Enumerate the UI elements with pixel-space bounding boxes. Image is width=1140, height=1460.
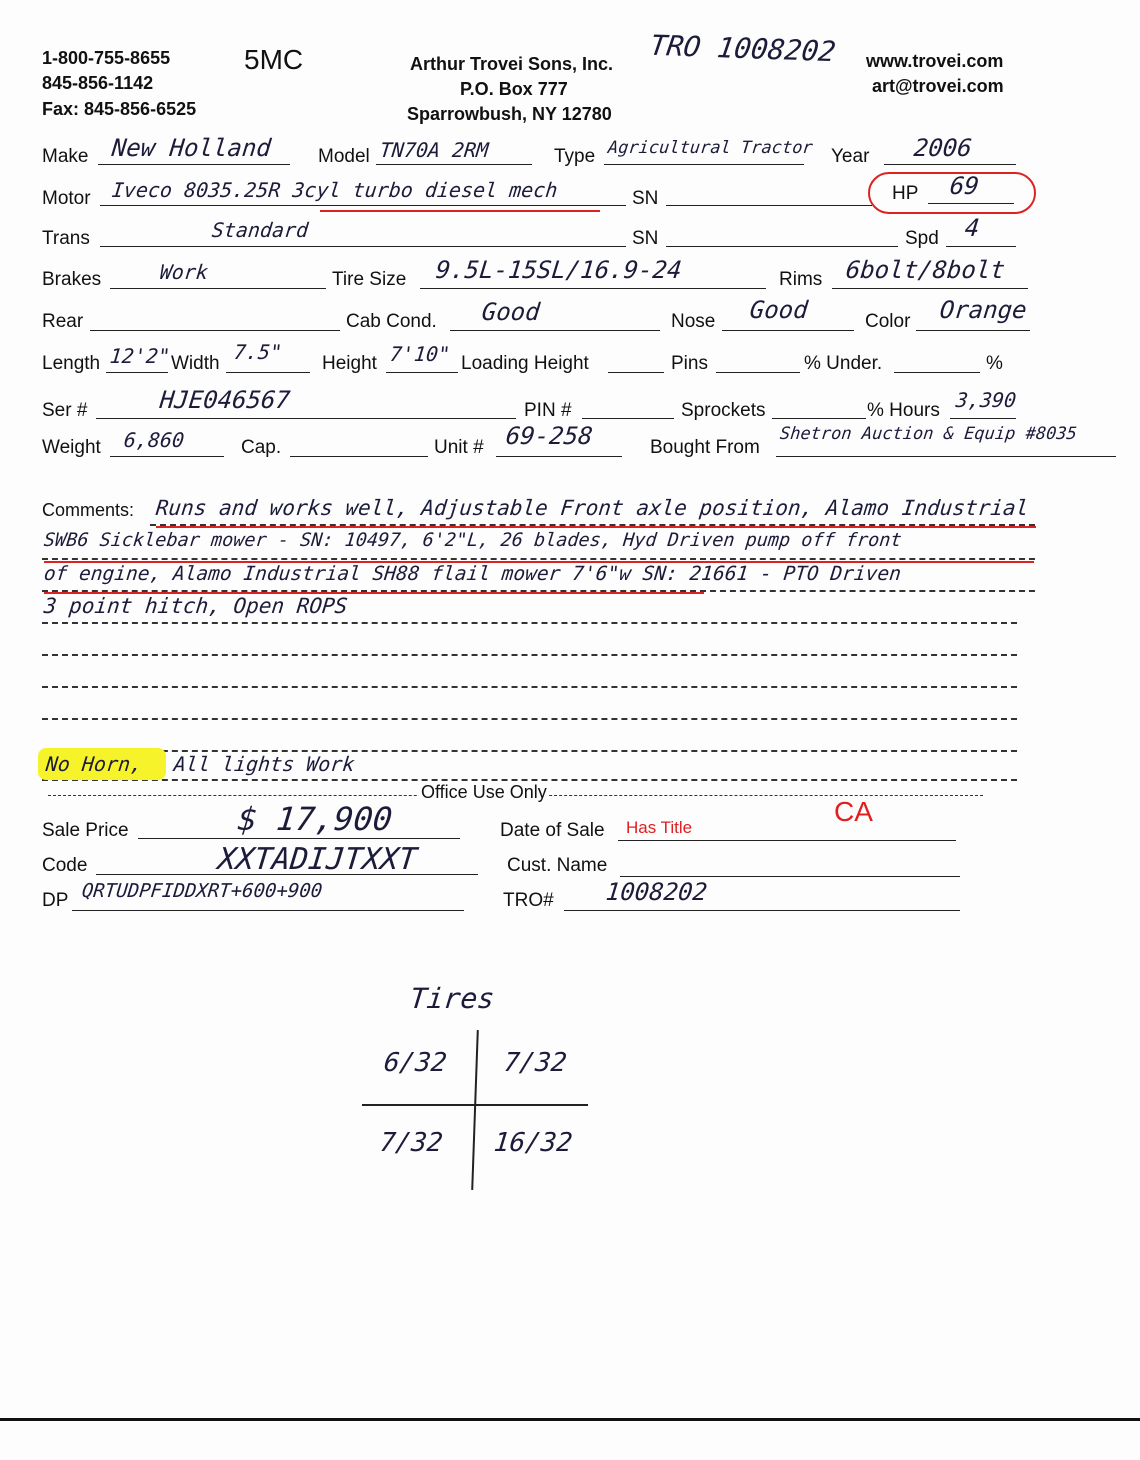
tires-title: Tires bbox=[408, 982, 497, 1015]
phone-1: 1-800-755-8655 bbox=[42, 48, 171, 68]
code-label: Code bbox=[42, 855, 88, 876]
comment-line-4: 3 point hitch, Open ROPS bbox=[42, 594, 349, 618]
type-value: Agricultural Tractor bbox=[606, 138, 814, 158]
tire-size-label: Tire Size bbox=[332, 269, 407, 290]
phone-2: 845-856-1142 bbox=[42, 73, 154, 93]
pins-label: Pins bbox=[671, 353, 708, 374]
tro-handwritten: TRO 1008202 bbox=[647, 28, 838, 69]
type-label: Type bbox=[554, 146, 596, 167]
motor-label: Motor bbox=[42, 188, 91, 209]
hours-label: % Hours bbox=[867, 400, 940, 421]
spd-label: Spd bbox=[905, 228, 939, 249]
comment-line-1: Runs and works well, Adjustable Front axle position, Alamo Industrial bbox=[154, 496, 1030, 520]
tire-front-left: 6/32 bbox=[382, 1048, 449, 1078]
under-percent: % bbox=[986, 353, 1003, 374]
tires-vertical-line bbox=[471, 1030, 479, 1190]
tire-front-right: 7/32 bbox=[502, 1048, 569, 1078]
company-city: Sparrowbush, NY 12780 bbox=[407, 104, 612, 124]
nose-label: Nose bbox=[671, 311, 716, 332]
cab-cond-label: Cab Cond. bbox=[346, 311, 437, 332]
sprockets-label: Sprockets bbox=[681, 400, 766, 421]
motor-value: Iveco 8035.25R 3cyl turbo diesel mech bbox=[110, 178, 559, 202]
ser-label: Ser # bbox=[42, 400, 88, 421]
length-label: Length bbox=[42, 353, 101, 374]
sn-label-1: SN bbox=[632, 188, 659, 209]
year-label: Year bbox=[831, 146, 870, 167]
sn-label-2: SN bbox=[632, 228, 659, 249]
unit-value: 69-258 bbox=[504, 422, 595, 450]
comment-line-3: of engine, Alamo Industrial SH88 flail mower 7'6"w SN: 21661 - PTO Driven bbox=[42, 562, 903, 585]
tag-label: 5MC bbox=[244, 44, 304, 75]
cab-cond-value: Good bbox=[480, 298, 542, 326]
ca-note: CA bbox=[834, 796, 873, 827]
hp-label: HP bbox=[892, 183, 919, 204]
height-value: 7'10" bbox=[388, 342, 452, 366]
fax-number: Fax: 845-856-6525 bbox=[42, 99, 197, 119]
rims-label: Rims bbox=[779, 269, 823, 290]
unit-label: Unit # bbox=[434, 437, 484, 458]
tro-label: TRO# bbox=[503, 890, 554, 911]
company-name: Arthur Trovei Sons, Inc. bbox=[410, 54, 614, 74]
dp-label: DP bbox=[42, 890, 69, 911]
make-label: Make bbox=[42, 146, 89, 167]
bought-from-label: Bought From bbox=[650, 437, 760, 458]
no-horn-note: No Horn, bbox=[44, 752, 144, 776]
brakes-label: Brakes bbox=[42, 269, 102, 290]
year-value: 2006 bbox=[912, 134, 974, 162]
tire-size-value: 9.5L-15SL/16.9-24 bbox=[434, 256, 684, 284]
comments-label: Comments: bbox=[42, 500, 135, 520]
cust-name-label: Cust. Name bbox=[507, 855, 608, 876]
code-value: XXTADIJTXXT bbox=[216, 842, 419, 877]
tro-value: 1008202 bbox=[604, 878, 709, 906]
weight-label: Weight bbox=[42, 437, 101, 458]
trans-value: Standard bbox=[210, 218, 310, 242]
po-box: P.O. Box 777 bbox=[460, 79, 568, 99]
tire-rear-left: 7/32 bbox=[378, 1128, 445, 1158]
lights-note: All lights Work bbox=[172, 752, 356, 776]
email: art@trovei.com bbox=[872, 76, 1004, 96]
tire-rear-right: 16/32 bbox=[492, 1128, 574, 1158]
pin-label: PIN # bbox=[524, 400, 572, 421]
date-of-sale-label: Date of Sale bbox=[500, 820, 605, 841]
trans-label: Trans bbox=[42, 228, 90, 249]
bought-from-value: Shetron Auction & Equip #8035 bbox=[778, 424, 1078, 444]
ser-value: HJE046567 bbox=[158, 386, 292, 414]
hours-value: 3,390 bbox=[954, 388, 1018, 412]
sale-price-label: Sale Price bbox=[42, 820, 129, 841]
date-of-sale-value: Has Title bbox=[626, 818, 693, 837]
scan-edge bbox=[0, 1418, 1140, 1421]
hp-value: 69 bbox=[948, 172, 981, 200]
width-value: 7.5" bbox=[232, 340, 284, 364]
sale-price-value: $ 17,900 bbox=[236, 800, 395, 838]
height-label: Height bbox=[322, 353, 377, 374]
model-value: TN70A 2RM bbox=[378, 138, 490, 162]
rear-label: Rear bbox=[42, 311, 84, 332]
length-value: 12'2" bbox=[108, 344, 172, 368]
loading-height-label: Loading Height bbox=[461, 353, 589, 374]
weight-value: 6,860 bbox=[122, 428, 186, 452]
comment-line-2: SWB6 Sicklebar mower - SN: 10497, 6'2"L, 26 blades, Hyd Driven pump off front bbox=[42, 530, 903, 551]
rims-value: 6bolt/8bolt bbox=[844, 256, 1007, 284]
color-value: Orange bbox=[938, 296, 1029, 324]
color-label: Color bbox=[865, 311, 911, 332]
website: www.trovei.com bbox=[866, 51, 1004, 71]
make-value: New Holland bbox=[110, 134, 273, 162]
cap-label: Cap. bbox=[241, 437, 282, 458]
office-use-title: Office Use Only bbox=[421, 782, 547, 802]
width-label: Width bbox=[171, 353, 220, 374]
nose-value: Good bbox=[748, 296, 810, 324]
tires-horizontal-line bbox=[362, 1104, 588, 1106]
under-label: % Under. bbox=[804, 353, 883, 374]
spd-value: 4 bbox=[963, 214, 981, 242]
brakes-value: Work bbox=[158, 260, 210, 284]
dp-value: QRTUDPFIDDXRT+600+900 bbox=[80, 880, 324, 902]
model-label: Model bbox=[318, 146, 370, 167]
